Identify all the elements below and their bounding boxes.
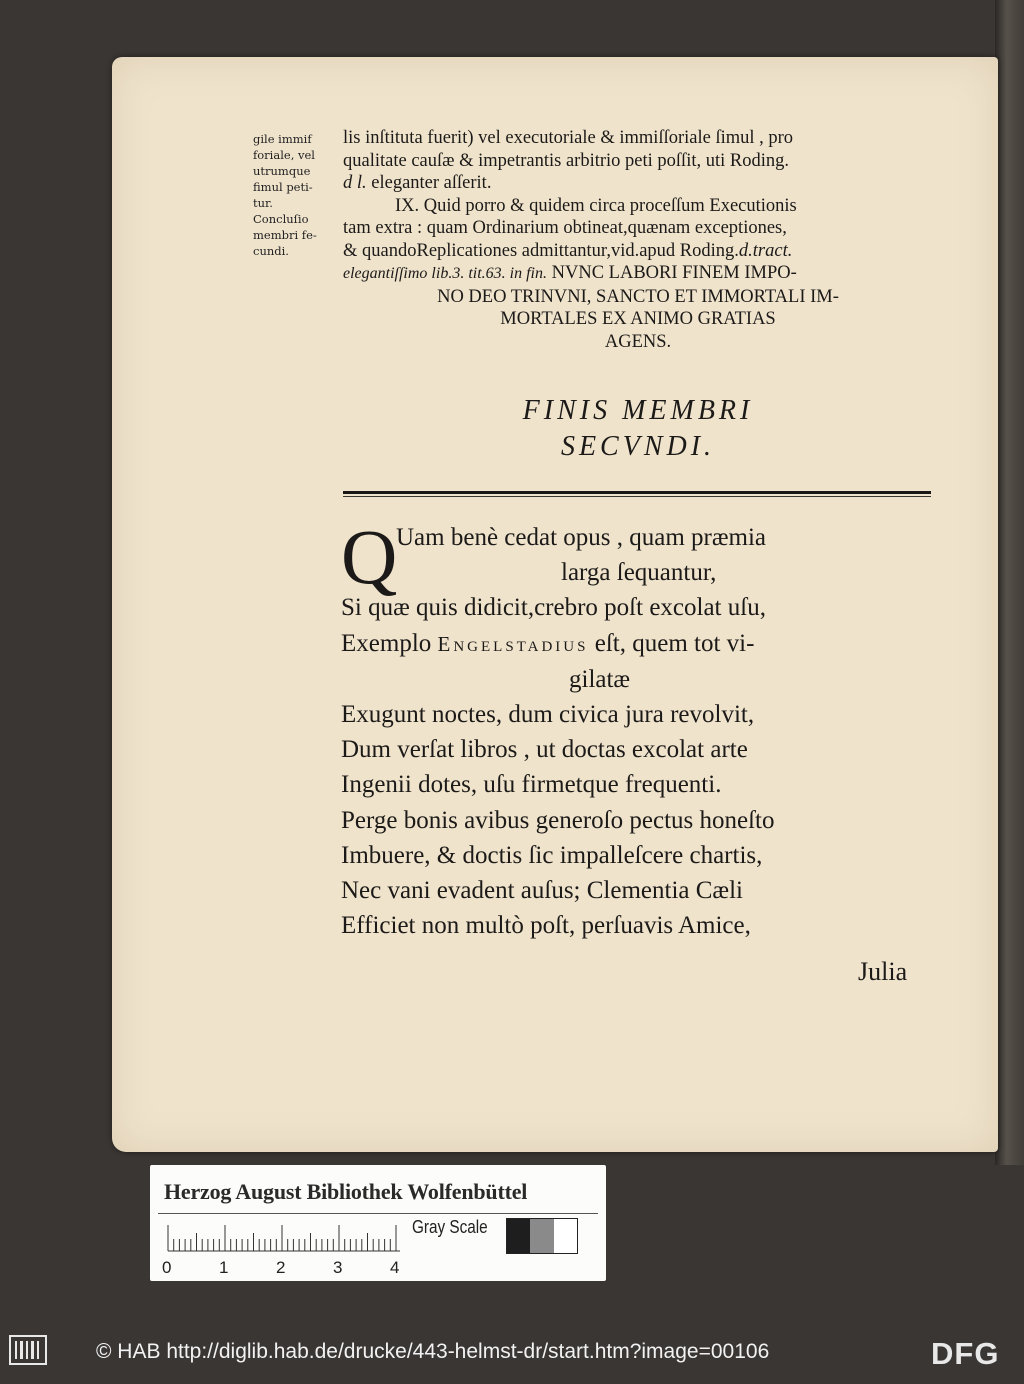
name-smallcaps: Engelstadius <box>437 631 589 656</box>
poem-line: gilatæ <box>569 665 631 693</box>
barcode-icon <box>8 1330 48 1370</box>
text-line: AGENS. <box>604 331 672 352</box>
divider-rule-thin <box>343 496 931 497</box>
text-line: lis inſtituta fuerit) vel executoriale & immiſſoriale ſimul , pro <box>343 128 794 148</box>
text-line: tam extra : quam Ordinarium obtineat,quænam exceptiones, <box>343 218 787 238</box>
finis-heading <box>343 393 933 465</box>
text-line: NO DEO TRINVNI, SANCTO ET IMMORTALI IM- <box>437 286 839 307</box>
italic-ref: d l. <box>343 173 367 193</box>
poem-line: Efficiet non multò poſt, perſuavis Amice, <box>341 912 751 940</box>
margin-line: cundi. <box>253 244 289 258</box>
gray-scale-label: Gray Scale <box>412 1217 488 1237</box>
text-span: & quandoReplicationes admittantur,vid.apud Roding. <box>343 240 739 261</box>
text-span: Exemplo <box>341 629 438 657</box>
ruler-number: 2 <box>276 1258 286 1277</box>
text-line <box>343 172 933 195</box>
ruler-number: 4 <box>390 1258 400 1277</box>
library-name: Herzog August Bibliothek Wolfenbüttel <box>164 1179 528 1204</box>
poem-line: Perge bonis avibus generoſo pectus honeſto <box>341 806 775 834</box>
card-divider <box>158 1213 598 1214</box>
catchword: Julia <box>858 957 908 986</box>
gray-swatch <box>530 1219 553 1253</box>
footer-bar <box>0 1318 1024 1384</box>
text-line: MORTALES EX ANIMO GRATIAS <box>500 309 776 329</box>
text-span: eſt, quem tot vi- <box>588 629 755 657</box>
poem-line: Uam benè cedat opus , quam præmia <box>396 524 767 551</box>
ruler-scale <box>164 1219 404 1255</box>
poem-line: Exugunt noctes, dum civica jura revolvit, <box>341 701 755 729</box>
ruler-number: 0 <box>162 1258 172 1277</box>
margin-line: tur. <box>253 196 273 210</box>
poem-line: larga ſequantur, <box>561 559 717 587</box>
divider-rule <box>343 491 931 494</box>
poem <box>341 513 941 943</box>
drop-cap: Q <box>341 513 398 600</box>
poem-line: Nec vani evadent auſus; Clementia Cæli <box>341 877 743 905</box>
margin-line: utrumque <box>253 164 311 178</box>
margin-line: Concluſio <box>253 212 309 226</box>
poem-line: Imbuere, & doctis ſic impalleſcere chartis, <box>341 841 763 869</box>
text-span: NVNC LABORI FINEM IMPO- <box>547 263 797 283</box>
background-edge <box>995 0 1024 1165</box>
finis-line: FINIS MEMBRI <box>522 395 754 426</box>
ruler-number: 1 <box>219 1258 229 1277</box>
finis-line: SECVNDI. <box>560 431 716 462</box>
text-line: qualitate cauſæ & impetrantis arbitrio peti poſſit, uti Roding. <box>343 150 789 171</box>
margin-line: gile immif <box>253 132 312 146</box>
copyright-link[interactable]: © HAB http://diglib.hab.de/drucke/443-helmst-dr/start.htm?image=00106 <box>96 1340 770 1363</box>
gray-scale-swatches <box>506 1218 578 1254</box>
margin-line: membri fe- <box>253 228 317 242</box>
margin-line: foriale, vel <box>253 148 315 162</box>
text-line <box>343 262 933 286</box>
gray-swatch <box>507 1219 530 1253</box>
poem-line: Si quæ quis didicit,crebro poſt excolat uſu, <box>341 594 766 622</box>
text-line: IX. Quid porro & quidem circa proceſſum Executionis <box>395 195 797 216</box>
body-text <box>343 127 933 353</box>
margin-line: fimul peti- <box>253 180 313 194</box>
italic-ref: d.tract. <box>738 240 793 261</box>
text-line <box>343 240 933 263</box>
margin-note <box>253 131 345 259</box>
library-card <box>150 1165 606 1281</box>
ruler-number: 3 <box>333 1258 343 1277</box>
italic-ref: elegantiſſimo lib.3. tit.63. in fin. <box>343 265 547 282</box>
poem-line <box>341 626 941 662</box>
gray-swatch <box>554 1219 577 1253</box>
poem-line: Ingenii dotes, uſu firmetque frequenti. <box>341 771 722 799</box>
text-span: eleganter aſſerit. <box>366 173 492 193</box>
poem-line: Dum verſat libros , ut doctas excolat arte <box>341 736 748 764</box>
dfg-logo: DFG <box>931 1336 1000 1371</box>
